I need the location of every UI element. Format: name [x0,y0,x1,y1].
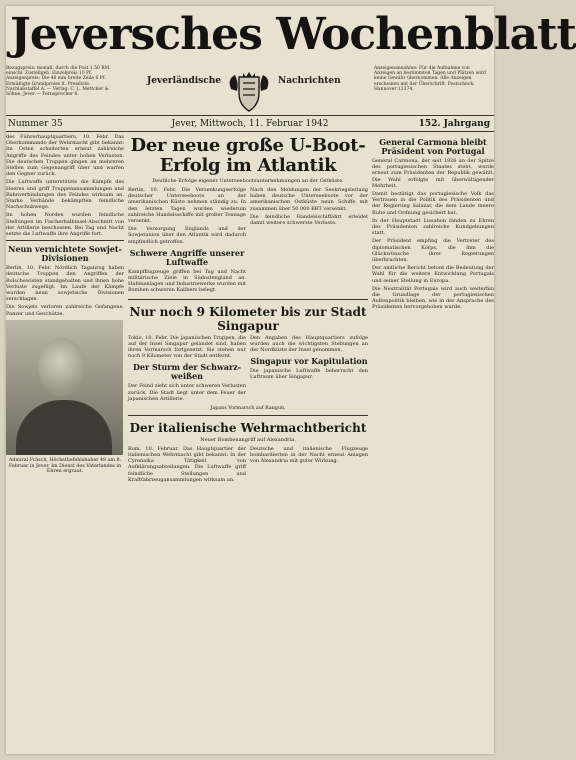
column-divider [128,415,368,416]
masthead-subtitle-left: Jeverländische [146,76,221,86]
article-paragraph: In der Hauptstadt Lissabon fanden zu Ehren des Präsidenten zahlreiche Kundgebungen statt. [372,217,494,237]
article-paragraph: Der Feind zieht sich unter schweren Verlusten zurück. Die Stadt liegt unter dem Feuer der japanischen Artillerie. [128,383,246,402]
italian-report-headline: Der italienische Wehrmachtbericht [129,420,367,435]
column-divider [6,240,124,241]
newspaper-title: Jeversches Wochenblatt [10,9,576,60]
article-paragraph: Die Versorgung Englands und der Sowjetunion über den Atlantik wird dadurch empfindlich getroffen. [128,226,246,245]
article-paragraph: Tokio, 10. Febr. Die japanischen Truppen, die auf der Insel Singapur gelandet sind, haben ihren Vormarsch fortgesetzt. Sie stehen nur noch 9 Kilometer von der Stadt entfernt. [128,334,246,360]
coat-of-arms-icon [225,69,273,113]
article-paragraph: Die Luftwaffe unterstützte die Kämpfe des Heeres und griff Truppenansammlungen und Bahnverbindungen des Feindes wirksam an. Starke Verbände bekämpften feindliche Nachschubwege. [6,179,124,211]
dateline [6,117,494,131]
photo-caption: Admiral Fräsch, Höchstbefehlshaber 49 am 8. Februar in Jever, Im Dienst des Vaterlandes in Ehren ergraut. [8,457,122,475]
article-paragraph: Der Präsident empfing die Vertreter des diplomatischen Korps, die ihm die Glückwünsche ihrer Regierungen überbrachten. [372,238,494,264]
masthead-rule-bottom [6,131,494,132]
masthead [6,6,576,111]
article-paragraph: Den Angaben des Hauptquartiers zufolge wurden auch die wichtigsten Stellungen an der Nordküste der Insel genommen. [250,334,368,354]
column-left [6,134,124,754]
two-column-block [128,446,368,485]
article-heading: Schwere Angriffe unserer Luftwaffe [129,247,245,267]
article-heading: Der Sturm der Schwarz-weißen [132,362,242,382]
article-paragraph: Im hohen Norden wurden feindliche Stellungen im Fischerhalbinsel-Abschnitt von der Artillerie beschossen. Bei Tag und Nacht setzte die Luftwaffe ihre Angriffe fort. [6,212,124,238]
portrait-head [38,338,86,396]
masthead-subtitle-right: Nachrichten [278,76,341,86]
article-paragraph: Die Neutralität Portugals wird auch weiterhin die Grundlage der portugiesischen Außenpolitik bleiben, wie in der Ansprache des Präsidenten hervorgehoben wurde. [372,285,494,311]
article-paragraph: Die japanische Luftwaffe beherrscht den Luftraum über Singapur. [250,368,368,381]
article-paragraph: Die feindliche Handelsschiffahrt erleidet damit weitere schwerste Verluste. [250,213,368,227]
two-column-block [128,187,368,296]
article-heading: Singapur vor Kapitulation [250,356,368,367]
singapore-headline: Nur noch 9 Kilometer bis zur Stadt Singapur [129,304,367,333]
column-center [128,134,368,754]
volume-year: 152. Jahrgang [418,119,490,129]
article-paragraph: Damit bestätigt das portugiesische Volk das Vertrauen in die Politik des Präsidenten und der Regierung Salazar, die dem Lande innere Ruhe und Ordnung gesichert hat. [372,191,494,216]
issue-number: Nummer 35 [8,119,63,129]
portugal-heading: General Carmona bleibt Präsident von Portugal [379,137,487,156]
main-headline: Der neue große U-Boot-Erfolg im Atlantik [130,135,366,176]
issue-date: Jever, Mittwoch, 11. Februar 1942 [171,119,329,129]
article-paragraph: Nach den Meldungen der Seekriegsleitung haben deutsche Unterseeboote vor der amerikanischen Ostküste neun Schiffe mit zusammen über 50 000 BRT versenkt. [250,187,368,212]
article-heading: Neun vernichtete Sowjet-Divisionen [8,244,122,264]
article-paragraph: Kampfflugzeuge griffen bei Tag und Nacht militärische Ziele in Südostengland an. Hafenanlagen und Industriewerke wurden mit Bomben schweren Kalibers belegt. [128,268,246,294]
masthead-left-info: Bezugspreis: monatl. durch die Post 1.50 RM. einschl. Zustellgeb. Einzelpreis 10 Pf. Anzeigenpreis: Die 46 mm breite Zeile 6 Pf. Ermäßigte Grundpreise lt. Preisliste. Nachlaßstaffel A. — Verlag: C. L. Mettcker & Söhne, Jever — Fernsprecher 6. [6,66,111,98]
article-paragraph: Rom, 10. Februar. Das Hauptquartier der italienischen Wehrmacht gibt bekannt: In der Cyrenaika Tätigkeit von Aufklärungsabteilungen. Die Luftwaffe griff feindliche Stellungen und Kraftfahrzeugansammlungen wirksam an. [128,445,246,483]
two-column-block [128,335,368,404]
column-divider [128,299,368,300]
article-paragraph: Berlin, 10. Febr. Nördlich Taganrog haben deutsche Truppen den Angriffen der Bolschewisten standgehalten und ihnen hohe Verluste zugefügt. Im Laufe der Kämpfe wurden neun sowjetische Divisionen zerschlagen. [6,265,124,303]
newspaper-page [6,6,576,754]
article-paragraph: Die Sowjets verloren zahlreiche Gefangene, Panzer und Geschütze. [6,304,124,317]
masthead-right-info: Anzeigenannahme: Für die Aufnahme von Anzeigen an bestimmten Tagen und Plätzen wird keine Gewähr übernommen. Alle Anzeigen erscheinen mit der Überschrift. Postscheck: Hannover 12374. [374,66,486,92]
article-paragraph: Berlin, 10. Febr. Die Versenkungserfolge deutscher Unterseeboote an der amerikanischen Küste nehmen ständig zu. In den letzten Tagen wurden wiederum zahlreiche Handelsschiffe mit großer Tonnage versenkt. [128,187,246,225]
masthead-rule-top [6,115,494,116]
portrait-body [16,400,112,455]
main-subhead: Deutliche Erfolge eigener Unterseebootsunternehmungen an der Ostküste. [152,178,344,184]
article-paragraph: Deutsche und italienische Flugzeuge bombardierten in der Nacht erneut Anlagen von Alexandria mit guter Wirkung. [250,445,368,465]
article-paragraph: des Führerhauptquartiers, 10. Febr. Das Oberkommando der Wehrmacht gibt bekannt: Im Osten scheiterten erneut zahlreiche Angriffe des Feindes unter hohen Verlusten. Die deutschen Truppen gingen an mehreren Stellen zum Gegenangriff über und warfen den Gegner zurück. [6,134,124,178]
article-paragraph: Der amtliche Bericht betont die Bedeutung der Wahl für die weitere Entwicklung Portugals und seiner Stellung in Europa. [372,265,494,284]
column-right [372,134,494,754]
italian-report-subhead: Neuer Bombenangriff auf Alexandria. [200,436,296,443]
map-caption: Japans Vormarsch auf Rangun. [210,406,286,412]
article-paragraph: General Carmona, der seit 1926 an der Spitze des portugiesischen Staates steht, wurde erneut zum Präsidenten der Republik gewählt. Die Wahl erfolgte mit überwältigender Mehrheit. [372,158,494,189]
portrait-photo [6,320,123,455]
